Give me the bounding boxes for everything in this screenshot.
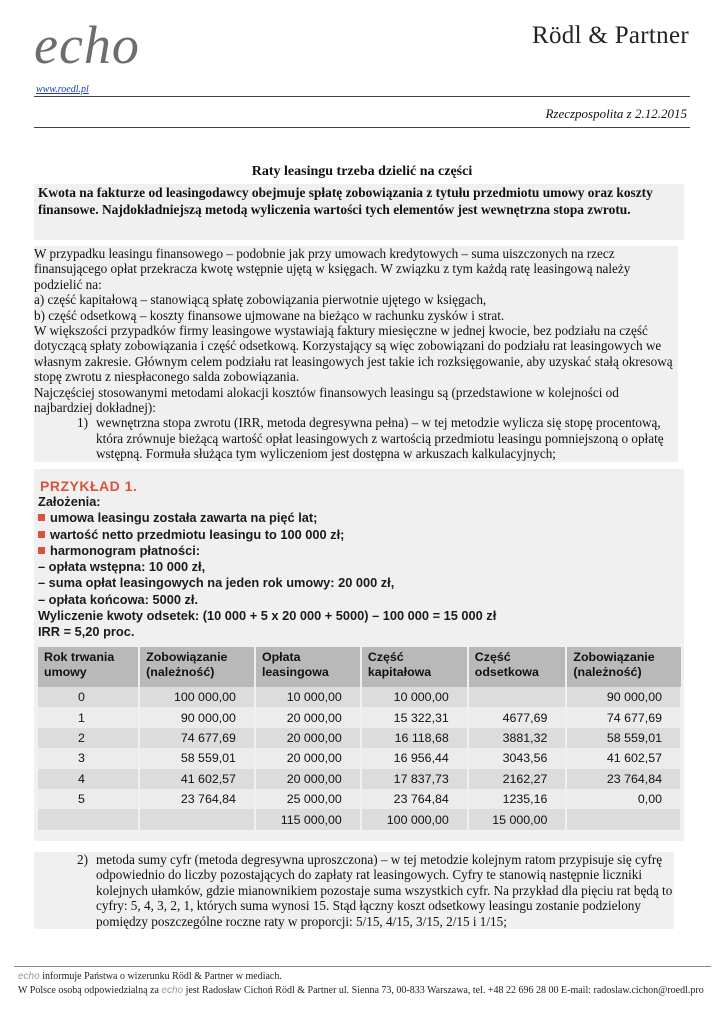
article-title: Raty leasingu trzeba dzielić na części [251,164,473,179]
table-cell: 3043,56 [468,748,567,768]
table-cell: 100 000,00 [139,687,255,707]
table-cell: 58 559,01 [139,748,255,768]
table-cell: 58 559,01 [566,728,681,748]
table-row [38,748,681,768]
echo-mini-logo: echo [161,985,184,996]
table-cell: 3881,32 [468,728,567,748]
source-divider [34,127,690,128]
article-lead: Kwota na fakturze od leasingodawcy obejmuje spłatę zobowiązania z tytułu przedmiotu umowy oraz koszty finansowe. Najdokładniejszą metodą wyliczenia wartości tych elementów jest wewnętrzna stopa zwrotu. [34,184,684,240]
table-cell [38,809,139,829]
assumption-item: harmonogram płatności: [38,543,496,559]
header-divider [34,96,690,97]
bullet-square-icon [38,547,45,554]
table-cell [468,687,567,707]
table-cell: 0 [38,687,139,707]
table-cell: 90 000,00 [139,707,255,727]
example-assumptions [38,494,496,641]
table-cell: 20 000,00 [255,769,361,789]
brand-logo: Rödl & Partner [532,22,689,49]
table-row [38,789,681,809]
table-cell: 3 [38,748,139,768]
schedule-item: – opłata końcowa: 5000 zł. [38,591,199,607]
table-cell: 74 677,69 [566,707,681,727]
footer [18,970,704,998]
table-cell: 100 000,00 [361,809,468,829]
assumption-item: wartość netto przedmiotu leasingu to 100 000 zł; [38,527,496,543]
table-cell: 25 000,00 [255,789,361,809]
table-cell: 10 000,00 [361,687,468,707]
table-row [38,687,681,707]
column-header: Zobowiązanie (należność) [566,647,681,687]
leasing-schedule-table [38,647,682,830]
table-cell: 1235,16 [468,789,567,809]
bullet-square-icon [38,514,45,521]
table-cell: 41 602,57 [566,748,681,768]
list-number: 2) [77,852,88,867]
assumptions-label: Założenia: [38,494,101,509]
list-text: wewnętrzna stopa zwrotu (IRR, metoda degresywna pełna) – w tej metodzie wylicza się stopę procentową, która zrównuje bieżącą wartość opłat leasingowych z wartością przedmiotu leasingu pomniejszoną o opłatę wstępną. Formuła służąca tym wyliczeniom jest dostępna w arkuszach kalkulacyjnych; [96,415,664,462]
method-list-item [34,852,674,929]
irr-value: IRR = 5,20 proc. [38,624,135,640]
schedule-item: – opłata wstępna: 10 000 zł, [38,559,206,575]
column-header: Rok trwania umowy [38,647,139,687]
table-cell: 20 000,00 [255,748,361,768]
paragraph: b) część odsetkową – koszty finansowe ujmowane na bieżąco w rachunku zysków i strat. [34,307,505,323]
table-cell: 16 118,68 [361,728,468,748]
table-total-row [38,809,681,829]
table-cell: 2 [38,728,139,748]
method-list-item [34,415,674,461]
table-cell: 90 000,00 [566,687,681,707]
list-text: metoda sumy cyfr (metoda degresywna uproszczona) – w tej metodzie kolejnym ratom przypisuje się cyfrę odpowiednio do liczby pozostających do zapłaty rat leasingowych. Cyfry te stanowią następnie liczniki kolejnych ułamków, gdzie mianownikiem pozostaje suma wszystkich cyfr. Na przykład dla pięciu rat będą to cyfry: 5, 4, 3, 2, 1, których suma wynosi 15. Stąd łączny koszt odsetkowy leasingu zostanie podzielony pomiędzy poszczególne roczne raty w proporcji: 5/15, 4/15, 3/15, 2/15 i 1/15; [96,852,673,929]
article-body [34,246,678,462]
footer-line: W Polsce osobą odpowiedzialną za echo jest Radosław Cichoń Rödl & Partner ul. Sienna 73, 00-833 Warszawa, tel. +48 22 696 28 00 E-mail: radoslaw.cichon@roedl.pro [18,985,704,996]
table-cell: 10 000,00 [255,687,361,707]
table-cell: 23 764,84 [139,789,255,809]
bullet-square-icon [38,531,45,538]
article-body-continued [34,852,674,929]
table-cell: 20 000,00 [255,707,361,727]
echo-mini-logo: echo [18,971,40,982]
footer-line: echo informuje Państwa o wizerunku Rödl & Partner w mediach. [18,971,282,982]
table-cell: 41 602,57 [139,769,255,789]
table-cell: 0,00 [566,789,681,809]
table-cell: 74 677,69 [139,728,255,748]
table-cell: 4677,69 [468,707,567,727]
paragraph: W większości przypadków firmy leasingowe wystawiają faktury miesięczne w jednej kwocie, bez podziału na część dotyczącą spłaty zobowiązania i część odsetkową. Korzystający są więc zobowiązani do podziału rat leasingowych we własnym zakresie. Głównym celem podziału rat leasingowych jest takie ich rozksięgowanie, aby uzyskać stałą okresową stopę zwrotu z niespłaconego salda zobowiązania. [34,323,673,385]
paragraph: W przypadku leasingu finansowego – podobnie jak przy umowach kredytowych – suma uiszczonych na rzecz finansującego opłat przekracza kwotę wstępnie ujętą w księgach. W związku z tym każdą ratę leasingową należy podzielić na: [34,246,631,292]
paragraph: a) część kapitałową – stanowiącą spłatę zobowiązania pierwotnie ujętego w księgach, [34,292,487,308]
table-cell: 20 000,00 [255,728,361,748]
list-number: 1) [77,415,88,431]
column-header: Zobowiązanie (należność) [139,647,255,687]
table-cell: 15 322,31 [361,707,468,727]
table-cell: 1 [38,707,139,727]
website-link[interactable]: www.roedl.pl [36,84,89,95]
column-header: Część kapitałowa [361,647,468,687]
table-cell: 115 000,00 [255,809,361,829]
table-cell: 17 837,73 [361,769,468,789]
column-header: Opłata leasingowa [255,647,361,687]
table-cell: 23 764,84 [361,789,468,809]
table-cell [566,809,681,829]
footer-divider [14,966,711,967]
table-row [38,707,681,727]
source-citation: Rzeczpospolita z 2.12.2015 [545,106,687,121]
column-header: Część odsetkowa [468,647,567,687]
table-cell: 16 956,44 [361,748,468,768]
paragraph: Najczęściej stosowanymi metodami alokacji kosztów finansowych leasingu są (przedstawione w kolejności od najbardziej dokładnej): [34,384,619,416]
table-cell: 4 [38,769,139,789]
table-cell: 15 000,00 [468,809,567,829]
example-title: PRZYKŁAD 1. [40,478,138,494]
assumption-item: umowa leasingu została zawarta na pięć lat; [38,510,496,526]
table-cell [139,809,255,829]
table-row [38,769,681,789]
table-cell: 5 [38,789,139,809]
table-header-row [38,647,681,687]
table-cell: 2162,27 [468,769,567,789]
table-cell: 23 764,84 [566,769,681,789]
echo-logo: echo [34,15,140,75]
table-row [38,728,681,748]
schedule-item: – suma opłat leasingowych na jeden rok umowy: 20 000 zł, [38,575,395,591]
interest-calculation: Wyliczenie kwoty odsetek: (10 000 + 5 x 20 000 + 5000) – 100 000 = 15 000 zł [38,608,497,624]
